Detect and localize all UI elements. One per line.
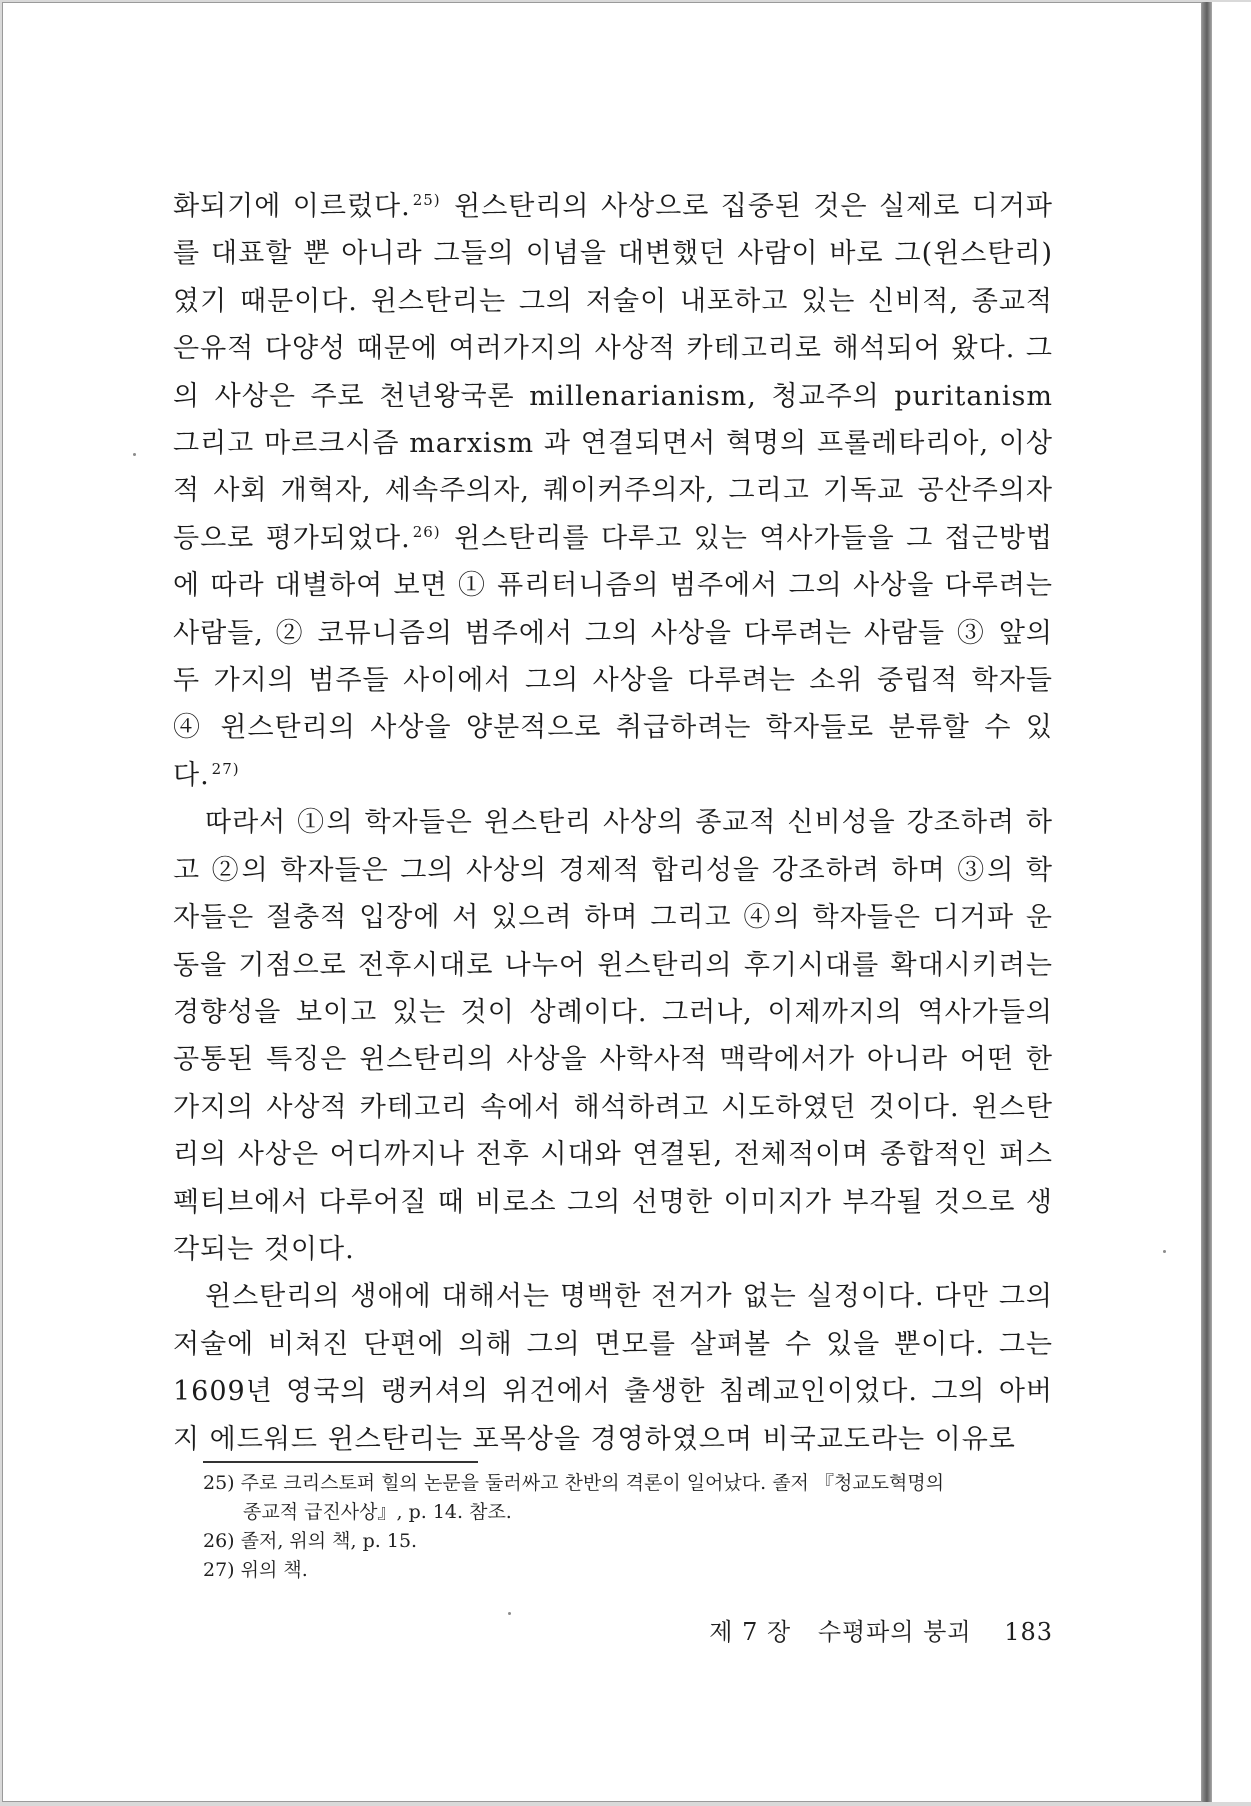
footnote-text: 졸저, 위의 책, p. 15. — [240, 1530, 418, 1552]
page-footer — [703, 1612, 1053, 1647]
paragraph-text: 화되기에 이르렀다. — [173, 191, 411, 222]
footnote-number: 26) — [203, 1530, 235, 1552]
footnote-reference: 26) — [412, 522, 441, 541]
footnote-reference: 27) — [211, 759, 240, 778]
running-head-title: 수평파의 붕괴 — [817, 1618, 972, 1646]
footnote-text: 종교적 급진사상』, p. 14. 참조. — [243, 1501, 512, 1523]
footnote-line — [203, 1469, 1103, 1498]
page-margin — [1212, 2, 1251, 1802]
scan-speck — [1163, 1250, 1166, 1253]
footnote-line — [203, 1527, 1103, 1556]
body-text — [173, 183, 1053, 1463]
page-spine-edge — [1202, 2, 1212, 1802]
footnote-number: 25) — [203, 1472, 235, 1494]
paragraph-text: 윈스탄리의 생애에 대해서는 명백한 전거가 없는 실정이다. 다만 그의 저술에 비쳐진 단편에 의해 그의 면모를 살펴볼 수 있을 뿐이다. 그는 1609년 영국의 랭커셔의 위건에서 출생한 침례교인이었다. 그의 아버지 에드워드 윈스탄리는 포목상을 경영하였으며 비국교도라는 이유로 — [173, 1281, 1053, 1455]
paragraph — [173, 183, 1053, 799]
footnotes — [203, 1469, 1103, 1585]
paragraph — [173, 1273, 1053, 1463]
footnote-rule — [203, 1461, 478, 1463]
page-number: 183 — [1004, 1618, 1053, 1646]
paragraph-text: 윈스탄리를 다루고 있는 역사가들을 그 접근방법에 따라 대별하여 보면 ① 퓨리터니즘의 범주에서 그의 사상을 다루려는 사람들, ② 코뮤니즘의 범주에서 그의 사상을 다루려는 사람들 ③ 앞의 두 가지의 범주들 사이에서 그의 사상을 다루려는 소위 중립적 학자들 ④ 윈스탄리의 사상을 양분적으로 취급하려는 학자들로 분류할 수 있다. — [173, 522, 1054, 791]
footnote-reference: 25) — [412, 191, 441, 209]
scan-speck — [508, 1612, 511, 1615]
footnote-line — [203, 1556, 1103, 1585]
book-page — [2, 2, 1202, 1802]
footnote-text: 위의 책. — [240, 1559, 308, 1581]
paragraph-text: 따라서 ①의 학자들은 윈스탄리 사상의 종교적 신비성을 강조하려 하고 ②의 학자들은 그의 사상의 경제적 합리성을 강조하려 하며 ③의 학자들은 절충적 입장에 서 있으려 하며 그리고 ④의 학자들은 디거파 운동을 기점으로 전후시대로 나누어 윈스탄리의 후기시대를 확대시키려는 경향성을 보이고 있는 것이 상례이다. 그러나, 이제까지의 역사가들의 공통된 특징은 윈스탄리의 사상을 사학사적 맥락에서가 아니라 어떤 한 가지의 사상적 카테고리 속에서 해석하려고 시도하였던 것이다. 윈스탄리의 사상은 어디까지나 전후 시대와 연결된, 전체적이며 종합적인 퍼스펙티브에서 다루어질 때 비로소 그의 선명한 이미지가 부각될 것으로 생각되는 것이다. — [173, 807, 1053, 1265]
footnote-text: 주로 크리스토퍼 힐의 논문을 둘러싸고 찬반의 격론이 일어났다. 졸저 『청교도혁명의 — [240, 1472, 945, 1494]
scan-speck — [133, 453, 136, 456]
footnote-line — [203, 1498, 1103, 1527]
paragraph-text: 윈스탄리의 사상으로 집중된 것은 실제로 디거파를 대표할 뿐 아니라 그들의 이념을 대변했던 사람이 바로 그(윈스탄리)였기 때문이다. 윈스탄리는 그의 저술이 내포하고 있는 신비적, 종교적 은유적 다양성 때문에 여러가지의 사상적 카테고리로 해석되어 왔다. 그의 사상은 주로 천년왕국론 millenarianism, 청교주의 puritanism 그리고 마르크시즘 marxism 과 연결되면서 혁명의 프롤레타리아, 이상적 사회 개혁자, 세속주의자, 퀘이커주의자, 그리고 기독교 공산주의자 등으로 평가되었다. — [173, 191, 1054, 554]
running-head-chapter: 제 7 장 — [709, 1618, 792, 1646]
footnote-number: 27) — [203, 1559, 235, 1581]
paragraph — [173, 799, 1053, 1273]
